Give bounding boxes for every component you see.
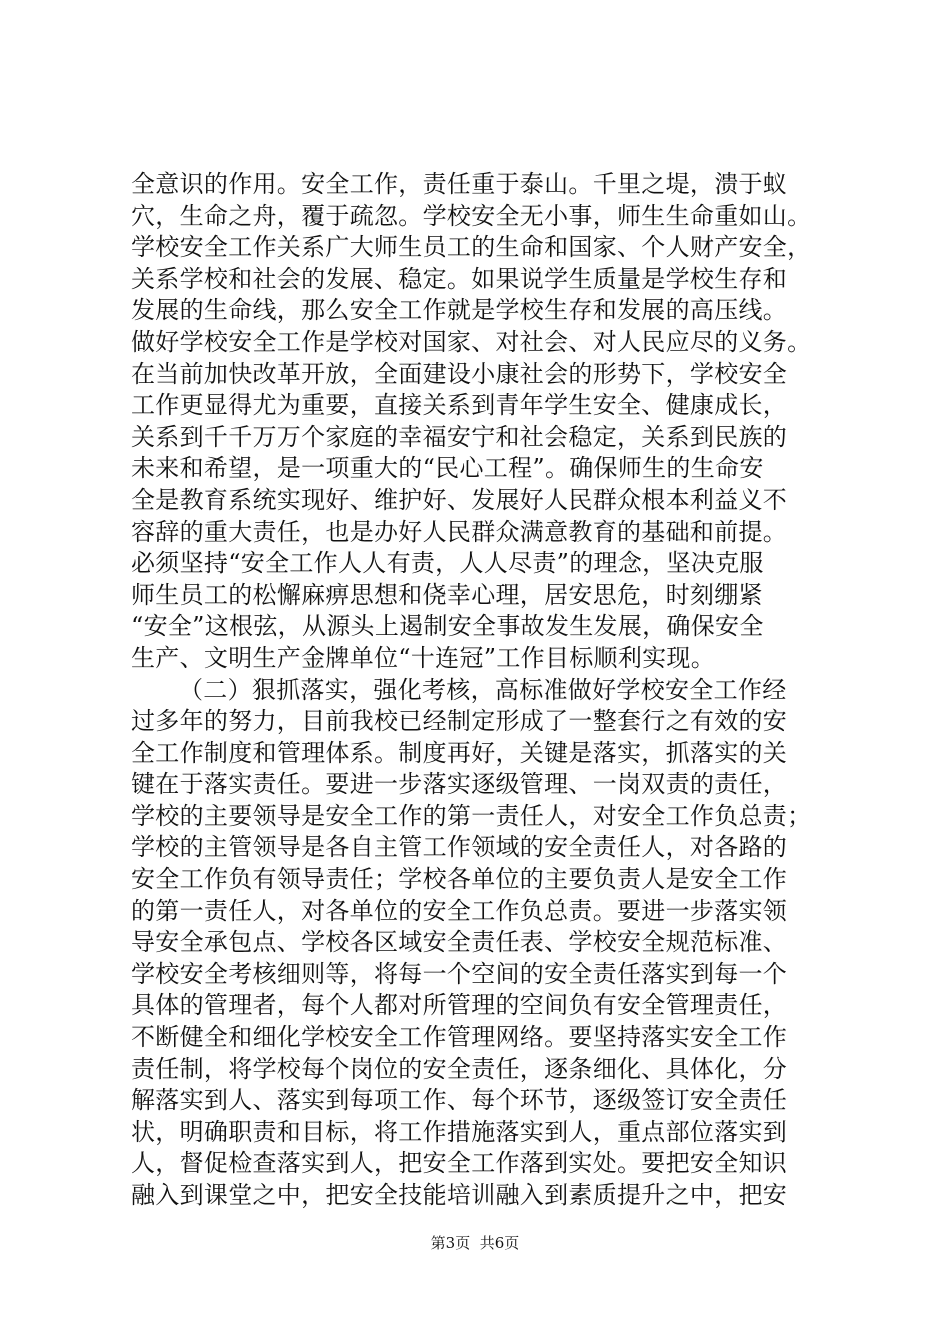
page-number-total: 共6页 xyxy=(479,1234,520,1252)
text-line: 具体的管理者，每个人都对所管理的空间负有安全管理责任， xyxy=(131,991,788,1020)
text-line: 全是教育系统实现好、维护好、发展好人民群众根本利益义不 xyxy=(131,485,788,514)
text-line: “安全”这根弦，从源头上遏制安全事故发生发展，确保安全 xyxy=(131,612,764,641)
text-line: 学校的主管领导是各自主管工作领域的安全责任人，对各路的 xyxy=(131,833,788,862)
text-line: 解落实到人、落实到每项工作、每个环节，逐级签订安全责任 xyxy=(131,1086,788,1115)
text-line: 容辞的重大责任，也是办好人民群众满意教育的基础和前提。 xyxy=(131,517,788,546)
text-line: 穴，生命之舟，覆于疏忽。学校安全无小事，师生生命重如山。 xyxy=(131,201,812,230)
text-line: 人，督促检查落实到人，把安全工作落到实处。要把安全知识 xyxy=(131,1149,788,1178)
text-line: 生产、文明生产金牌单位“十连冠”工作目标顺利实现。 xyxy=(131,643,716,672)
text-line: 全意识的作用。安全工作，责任重于泰山。千里之堤，溃于蚁 xyxy=(131,170,788,198)
text-line: （二）狠抓落实，强化考核，高标准做好学校安全工作经 xyxy=(179,675,787,704)
text-line: 发展的生命线，那么安全工作就是学校生存和发展的高压线。 xyxy=(131,296,788,325)
text-line: 的第一责任人，对各单位的安全工作负总责。要进一步落实领 xyxy=(131,896,788,925)
text-line: 关系学校和社会的发展、稳定。如果说学生质量是学校生存和 xyxy=(131,264,788,293)
text-line: 师生员工的松懈麻痹思想和侥幸心理，居安思危，时刻绷紧 xyxy=(131,580,763,609)
text-line: 学校的主要领导是安全工作的第一责任人，对安全工作负总责； xyxy=(131,801,812,830)
footer-separator xyxy=(470,1234,480,1252)
text-line: 责任制，将学校每个岗位的安全责任，逐条细化、具体化，分 xyxy=(131,1054,788,1083)
text-line: 键在于落实责任。要进一步落实逐级管理、一岗双责的责任， xyxy=(131,770,788,799)
page-number-current: 第3页 xyxy=(430,1234,471,1252)
text-line: 学校安全工作关系广大师生员工的生命和国家、个人财产安全， xyxy=(131,233,812,262)
text-line: 工作更显得尤为重要，直接关系到青年学生安全、健康成长， xyxy=(131,391,788,420)
text-line: 全工作制度和管理体系。制度再好，关键是落实，抓落实的关 xyxy=(131,738,788,767)
text-line: 导安全承包点、学校各区域安全责任表、学校安全规范标准、 xyxy=(131,928,788,957)
text-line: 不断健全和细化学校安全工作管理网络。要坚持落实安全工作 xyxy=(131,1023,788,1052)
text-line: 未来和希望，是一项重大的“民心工程”。确保师生的生命安 xyxy=(131,454,764,483)
text-line: 关系到千千万万个家庭的幸福安宁和社会稳定，关系到民族的 xyxy=(131,422,788,451)
text-line: 必须坚持“安全工作人人有责，人人尽责”的理念，坚决克服 xyxy=(131,549,764,578)
text-line: 学校安全考核细则等，将每一个空间的安全责任落实到每一个 xyxy=(131,959,788,988)
text-line: 过多年的努力，目前我校已经制定形成了一整套行之有效的安 xyxy=(131,707,788,736)
body-text xyxy=(131,169,836,1212)
text-line: 安全工作负有领导责任；学校各单位的主要负责人是安全工作 xyxy=(131,865,788,894)
text-line: 融入到课堂之中，把安全技能培训融入到素质提升之中，把安 xyxy=(131,1181,788,1209)
text-line: 做好学校安全工作是学校对国家、对社会、对人民应尽的义务。 xyxy=(131,327,812,356)
text-line: 在当前加快改革开放，全面建设小康社会的形势下，学校安全 xyxy=(131,359,788,388)
page-footer xyxy=(0,1233,950,1253)
text-line: 状，明确职责和目标，将工作措施落实到人，重点部位落实到 xyxy=(131,1117,788,1146)
